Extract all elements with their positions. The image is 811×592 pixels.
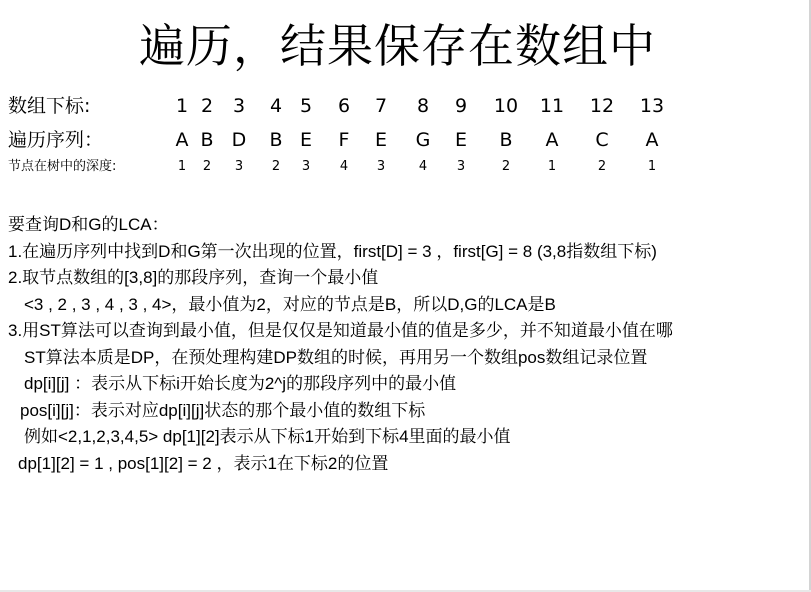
index-cell: 3 <box>232 95 246 117</box>
index-cell: 8 <box>416 95 430 117</box>
dp-definition: dp[i][j] ：表示从下标i开始长度为2^j的那段序列中的最小值 <box>24 374 457 393</box>
depth-cell: 2 <box>597 159 607 174</box>
order-cell: E <box>454 129 468 151</box>
example-text: 例如<2,1,2,3,4,5> dp[1][2]表示从下标1开始到下标4里面的最小值 <box>24 427 511 446</box>
order-cell: E <box>299 129 313 151</box>
order-cell: F <box>338 129 350 151</box>
depth-cell: 2 <box>202 159 212 174</box>
explanation-block <box>8 212 808 477</box>
pos-definition: pos[i][j]：表示对应dp[i][j]状态的那个最小值的数组下标 <box>20 400 426 420</box>
depth-cell: 3 <box>456 159 466 174</box>
index-cell: 5 <box>299 95 313 117</box>
index-cell: 11 <box>539 95 565 117</box>
page-title: 遍历，结果保存在数组中 <box>139 19 656 73</box>
depth-cell: 3 <box>376 159 386 174</box>
depth-row-label: 节点在树中的深度: <box>8 159 117 174</box>
order-cell: C <box>595 129 609 151</box>
depth-cell: 3 <box>301 159 311 174</box>
depth-cell: 3 <box>234 159 244 174</box>
depth-cell: 1 <box>647 159 657 174</box>
step-3-text: 3.用ST算法可以查询到最小值，但是仅仅是知道最小值的值是多少，并不知道最小值在哪 <box>8 321 673 340</box>
index-cell: 2 <box>200 95 214 117</box>
depth-cell: 1 <box>547 159 557 174</box>
index-cell: 13 <box>639 95 665 117</box>
order-cell: G <box>415 129 431 151</box>
index-cell: 12 <box>589 95 615 117</box>
step-2-text: 2.取节点数组的[3,8]的那段序列，查询一个最小值 <box>8 268 379 287</box>
order-cell: A <box>175 129 189 151</box>
index-cell: 1 <box>175 95 189 117</box>
example-result: dp[1][2] = 1 , pos[1][2] = 2 ，表示1在下标2的位置 <box>18 453 389 473</box>
index-cell: 10 <box>493 95 519 117</box>
index-row-label: 数组下标: <box>8 95 91 117</box>
order-row-label: 遍历序列： <box>8 129 104 151</box>
index-cell: 6 <box>337 95 351 117</box>
step-2-detail: <3 , 2 , 3 , 4 , 3 , 4>，最小值为2，对应的节点是B，所以D,G的LCA是B <box>24 294 556 314</box>
index-cell: 7 <box>374 95 388 117</box>
index-cell: 9 <box>454 95 468 117</box>
order-cell: A <box>545 129 559 151</box>
index-cell: 4 <box>269 95 283 117</box>
order-cell: D <box>231 129 247 151</box>
order-cell: E <box>374 129 388 151</box>
query-heading: 要查询D和G的LCA： <box>8 215 169 234</box>
order-cell: B <box>200 129 214 151</box>
depth-cell: 4 <box>418 159 428 174</box>
depth-cell: 2 <box>271 159 281 174</box>
depth-cell: 4 <box>339 159 349 174</box>
order-cell: B <box>269 129 283 151</box>
order-cell: B <box>499 129 513 151</box>
depth-cell: 2 <box>501 159 511 174</box>
depth-cell: 1 <box>177 159 187 174</box>
st-algorithm-note: ST算法本质是DP，在预处理构建DP数组的时候，再用另一个数组pos数组记录位置 <box>24 347 648 367</box>
order-cell: A <box>645 129 659 151</box>
step-1-text: 1.在遍历序列中找到D和G第一次出现的位置，first[D] = 3 ，first[G] = 8 (3,8指数组下标) <box>8 241 657 261</box>
